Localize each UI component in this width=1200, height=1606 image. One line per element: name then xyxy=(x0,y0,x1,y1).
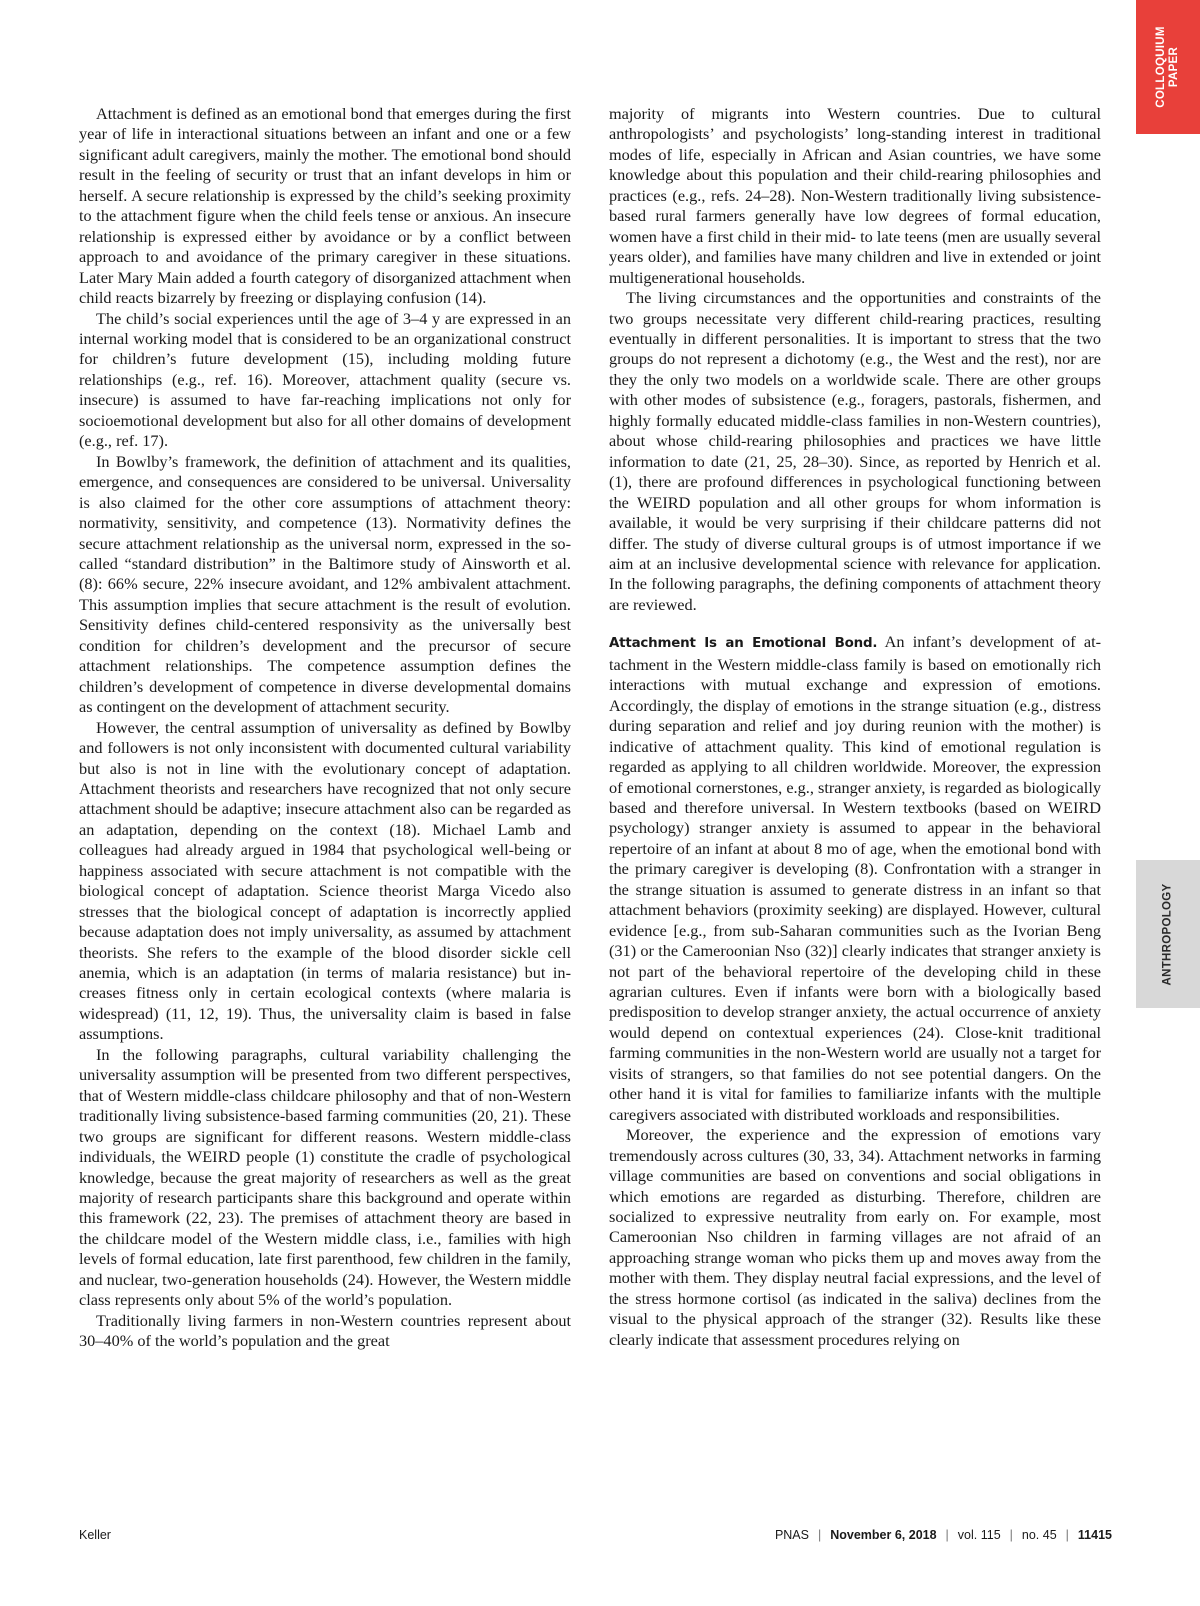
body-paragraph: The child’s social experiences until the age of 3–4 y are expressed in an internal working model that is considered to be an organizational construct for children’s future development (15), including molding future relationships (e.g., ref. 16). Moreover, attachment quality (secure vs. insecure) is assumed to have far-reaching implications not only for socioemotional development but also for all other domains of development (e.g., ref. 17). xyxy=(79,308,571,451)
section-tab-label: ANTHROPOLOGY xyxy=(1161,883,1174,985)
footer-author: Keller xyxy=(79,1528,111,1542)
section-paragraph xyxy=(609,632,1101,1125)
footer-date: November 6, 2018 xyxy=(830,1528,937,1542)
footer-separator: | xyxy=(817,1528,822,1542)
footer-separator: | xyxy=(1065,1528,1069,1542)
body-paragraph: Moreover, the experience and the expression of emotions vary tremendously across cultures (30, 33, 34). Attachment networks in farming village communities are based on conventions and social obligations in which emotions are regarded as disturbing. Therefore, children are socialized to expressive neutrality from early on. For example, most Cameroonian Nso children in farming villages are not afraid of an approaching strange woman who picks them up and moves away from the mother with them. They display neutral facial expressions, and the level of the stress hormone cortisol (as indicated in the saliva) declines from the visual to the physical approach of the stranger (32). Results like these clearly indicate that assessment procedures relying on xyxy=(609,1125,1101,1349)
body-paragraph: The living circumstances and the opportunities and constraints of the two groups necessitate very different child-rearing practices, resulting eventually in different personalities. It is important to stress that the two groups do not represent a dichotomy (e.g., the West and the rest), nor are they the only two models on a worldwide scale. There are other groups with other modes of subsistence (e.g., foragers, pastorals, fishermen, and highly formally educated middle-class families in non-Western countries), about whose child-rearing philosophies and practices we have little information to date (21, 25, 28–30). Since, as reported by Henrich et al. (1), there are profound differences in psychological functioning between the WEIRD population and all other groups for whom information is available, it would be very surprising if their childcare patterns did not differ. The study of diverse cultural groups is of utmost importance if we aim at an inclusive developmental science with relevance for application. In the following paragraphs, the defining components of attachment theory are reviewed. xyxy=(609,288,1101,614)
body-paragraph: Traditionally living farmers in non-Western countries represent about 30–40% of the world’s population and the great xyxy=(79,1310,571,1351)
footer-volume: vol. 115 xyxy=(957,1528,1001,1542)
body-paragraph: However, the central assumption of universality as defined by Bowlby and followers is not only inconsistent with documented cultural variability but also is not in line with the evolutionary concept of adaptation. Attachment theorists and researchers have recognized that not only secure attachment should be adaptive; insecure attachment also can be regarded as an adaptation, depending on the context (18). Michael Lamb and colleagues had already argued in 1984 that psychological well-being or happiness associated with secure attachment is not compatible with the biological concept of adaptation. Science theorist Marga Vicedo also stresses that the biological concept of adaptation is incorrectly applied because adaptation does not imply universality, as assumed by attachment theorists. She refers to the example of the blood disorder sickle cell anemia, which is an adaptation (in terms of malaria resistance) but increases fitness only in certain ecological contexts (where malaria is widespread) (11, 12, 19). Thus, the universality claim is based in false assumptions. xyxy=(79,717,571,1044)
colloquium-paper-text: COLLOQUIUM PAPER xyxy=(1155,26,1181,108)
footer-separator: | xyxy=(1009,1528,1013,1542)
footer-separator: | xyxy=(945,1528,949,1542)
body-paragraph: Attachment is defined as an emotional bond that emerges during the first year of life in interactional situations between an infant and one or a few significant adult caregivers, mainly the mother. The emotional bond should result in the feeling of security or trust that an infant develops in him or herself. A secure relationship is expressed by the child’s seeking proximity to the attachment figure when the child feels tense or anxious. An insecure relationship is expressed either by avoidance or by a conflict between approach to and avoidance of the primary caregiver in these situations. Later Mary Main added a fourth category of disorganized attachment when child reacts bizarrely by freezing or displaying confusion (14). xyxy=(79,104,571,308)
body-paragraph: majority of migrants into Western countries. Due to cultural anthropologists’ and psychologists’ long-standing interest in traditional modes of life, especially in African and Asian countries, we have some knowledge about this population and their child-rearing philosophies and practices (e.g., refs. 24–28). Non-Western traditionally living subsistence-based rural farmers generally have low degrees of formal education, women have a first child in their mid- to late teens (men are usually several years older), and families have many children and live in extended or joint multigenerational households. xyxy=(609,104,1101,287)
section-text: An infant’s development of attachment in the Western middle-class family is based on emotionally rich interactions with mutual exchange and expression of emotions. Accordingly, the display of emotions in the strange situation (e.g., distress during separation and relief and joy during reunion with the mother) is indicative of attachment quality. This kind of emotional regulation is regarded as applying to all children worldwide. Moreover, the expression of emotional cornerstones, e.g., stranger anxiety, is regarded as biologically based and therefore universal. In Western textbooks (based on WEIRD psychology) stranger anxiety is assumed to appear in the behavioral repertoire of an infant at about 8 mo of age, when the emotional bond with the primary caregiver is developing (8). Confrontation with a stranger in the strange situation is assumed to generate distress in an infant so that attachment behaviors (proximity seeking) are displayed. However, cultural evidence [e.g., from sub-Saharan communities such as the Ivorian Beng (31) or the Cameroonian Nso (32)] clearly indicates that stranger anxiety is not part of the behavioral repertoire of the developing child in these agrarian cultures. Even if infants were born with a biologically based predisposition to develop stranger anxiety, the actual occurrence of anxiety would depend on contextual experiences (24). Close-knit traditional farming communities in the non-Western world are usually not a target for visits of strangers, so that families do not see potential dangers. On the other hand it is vital for families to familiarize infants with the multiple caregivers associated with distributed workloads and responsibilities. xyxy=(609,632,1102,1124)
page-footer xyxy=(79,1528,1112,1548)
colloquium-paper-label xyxy=(1155,26,1181,108)
colloquium-paper-tab xyxy=(1136,0,1200,134)
footer-page-number: 11415 xyxy=(1077,1528,1112,1542)
body-paragraph: In the following paragraphs, cultural variability challenging the universality assumption will be presented from two different perspectives, that of Western middle-class childcare philosophy and that of non-Western traditionally living subsistence-based farming communities (20, 21). These two groups are significant for different reasons. Western middle-class individuals, the WEIRD people (1) constitute the cradle of psychological knowledge, because the great majority of researchers as well as the great majority of research participants share this background and operate within this framework (22, 23). The premises of attachment theory are based in the childcare model of the Western middle class, i.e., families with high levels of formal education, late first parenthood, few children in the family, and nuclear, two-generation households (24). However, the Western middle class represents only about 5% of the world’s population. xyxy=(79,1044,571,1310)
body-paragraph: In Bowlby’s framework, the definition of attachment and its qualities, emergence, and consequences are considered to be universal. Universality is also claimed for the other core assumptions of attachment theory: normativity, sensitivity, and competence (13). Normativity defines the secure attachment relationship as the universal norm, expressed in the so-called “standard distribution” in the Baltimore study of Ainsworth et al. (8): 66% secure, 22% insecure avoidant, and 12% ambivalent attachment. This assumption implies that secure attachment is the result of evolution. Sensitivity defines child-centered responsivity as the universally best condition for children’s development and the precursor of secure attachment relationships. The competence assumption defines the children’s development of competence in diverse developmental domains as contingent on the development of attachment security. xyxy=(79,451,571,717)
right-column xyxy=(609,104,1101,1350)
section-heading: Attachment Is an Emotional Bond. xyxy=(609,636,878,652)
section-tab-anthropology xyxy=(1136,860,1200,1008)
footer-citation xyxy=(775,1528,1112,1542)
left-column xyxy=(79,104,571,1352)
footer-issue: no. 45 xyxy=(1021,1528,1057,1542)
footer-journal: PNAS xyxy=(774,1528,809,1542)
